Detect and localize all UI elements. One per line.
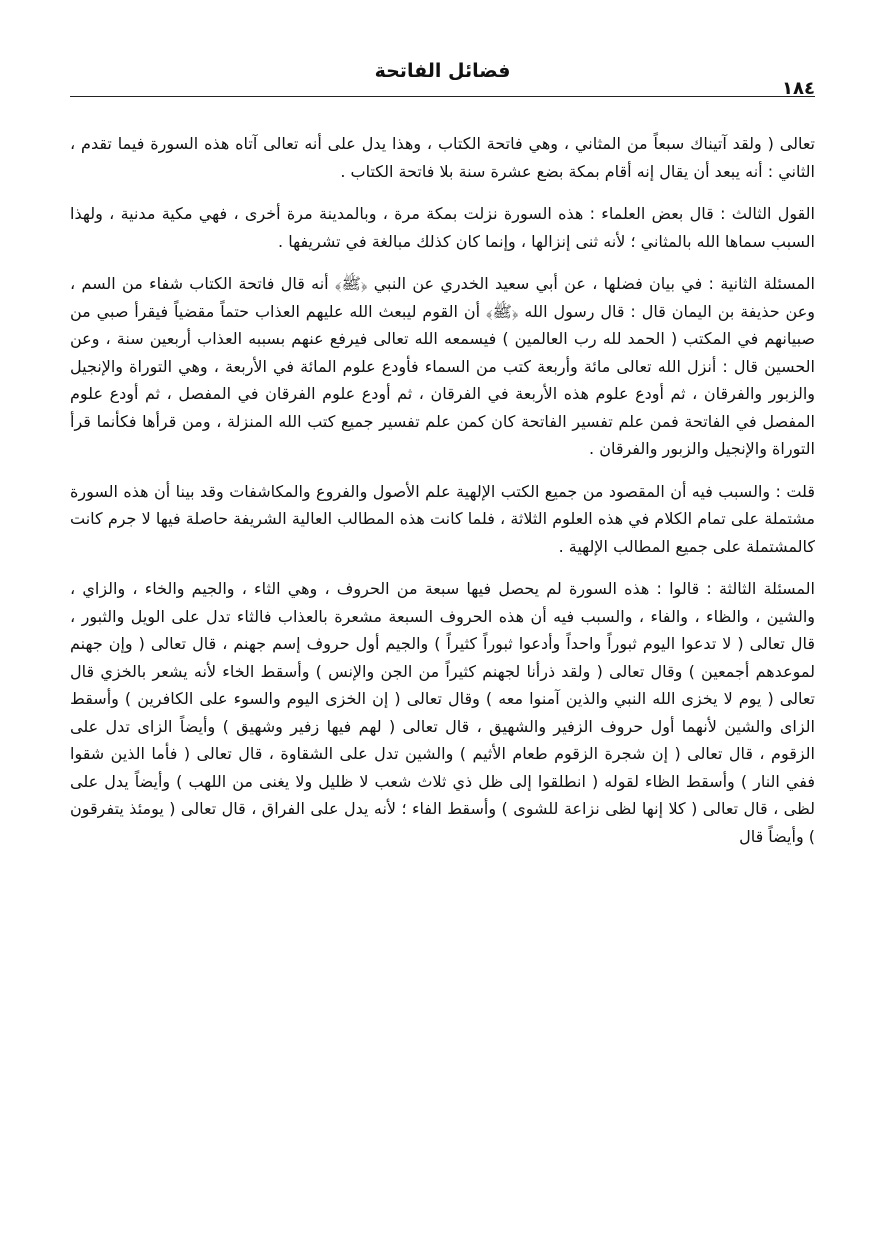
running-title: فضائل الفاتحة (374, 60, 511, 82)
header-rule (70, 96, 815, 97)
paragraph: قلت : والسبب فيه أن المقصود من جميع الكتب الإلهية علم الأصول والفروع والمكاشفات وقد بينا أن هذه السورة مشتملة على تمام الكلام في هذه العلوم الثلاثة ، فلما كانت هذه المطالب العالية الشريفة حاصلة فيها لا جرم كانت كالمشتملة على جميع المطالب الإلهية . (70, 481, 815, 556)
paragraph: تعالى ( ولقد آتيناك سبعاً من المثاني ، وهي فاتحة الكتاب ، وهذا يدل على أنه تعالى آتاه هذه السورة فيما تقدم ، الثاني : أنه يبعد أن يقال إنه أقام بمكة بضع عشرة سنة بلا فاتحة الكتاب . (70, 134, 815, 181)
page-number: ١٨٤ (782, 78, 815, 99)
paragraph: المسئلة الثانية : في بيان فضلها ، عن أبي سعيد الخدري عن النبي ﴿ﷺ﴾ أنه قال فاتحة الكتاب شفاء من السم ، وعن حذيفة بن اليمان قال : قال رسول الله ﴿ﷺ﴾ أن القوم ليبعث الله عليهم العذاب حتماً مقضياً فيقرأ صبي من صبيانهم في المكتب ( الحمد لله رب العالمين ) فيسمعه الله تعالى فيرفع عنهم بسببه العذاب أربعين سنة ، وعن الحسين قال : أنزل الله تعالى مائة وأربعة كتب من السماء فأودع علوم المائة في الأربعة ، وهي التوراة والإنجيل والزبور والفرقان ، ثم أودع علوم هذه الأربعة في الفرقان ، ثم أودع علوم الفرقان في المفصل ، ثم أودع علوم المفصل في الفاتحة فمن علم تفسير الفاتحة كان كمن علم تفسير جميع كتب الله المنزلة ، ومن قرأها فكأنما قرأ التوراة والإنجيل والزبور والفرقان . (70, 274, 815, 458)
page-body (70, 130, 815, 850)
paragraph: المسئلة الثالثة : قالوا : هذه السورة لم يحصل فيها سبعة من الحروف ، وهي الثاء ، والجيم والخاء ، والزاي ، والشين ، والظاء ، والفاء ، والسبب فيه أن هذه الحروف السبعة مشعرة بالعذاب فالثاء تدل على الويل والثبور ، قال تعالى ( لا تدعوا اليوم ثبوراً واحداً وأدعوا ثبوراً كثيراً ) والجيم أول حروف إسم جهنم ، قال تعالى ( وإن جهنم لموعدهم أجمعين ) وقال تعالى ( ولقد ذرأنا لجهنم كثيراً من الجن والإنس ) وأسقط الخاء لأنه يشعر بالخزي قال تعالى ( يوم لا يخزى الله النبي والذين آمنوا معه ) وقال تعالى ( إن الخزى اليوم والسوء على الكافرين ) وأسقط الزاى والشين لأنهما أول حروف الزفير والشهيق ، قال تعالى ( لهم فيها زفير وشهيق ) وأيضاً الزاى تدل على الزقوم ، قال تعالى ( إن شجرة الزقوم طعام الأثيم ) والشين تدل على الشقاوة ، قال تعالى ( فأما الذين شقوا ففي النار ) وأسقط الظاء لقوله ( انطلقوا إلى ظل ذي ثلاث شعب لا ظليل ولا يغنى من اللهب ) وأيضاً يدل على لظى ، قال تعالى ( كلا إنها لظى نزاعة للشوى ) وأسقط الفاء ؛ لأنه يدل على الفراق ، قال تعالى ( يومئذ يتفرقون ) وأيضاً قال (70, 579, 815, 846)
page-header (70, 58, 815, 100)
paragraph: القول الثالث : قال بعض العلماء : هذه السورة نزلت بمكة مرة ، وبالمدينة مرة أخرى ، فهي مكية مدنية ، ولهذا السبب سماها الله بالمثاني ؛ لأنه ثنى إنزالها ، وإنما كان كذلك مبالغة في تشريفها . (70, 204, 815, 251)
book-page (70, 58, 815, 1178)
